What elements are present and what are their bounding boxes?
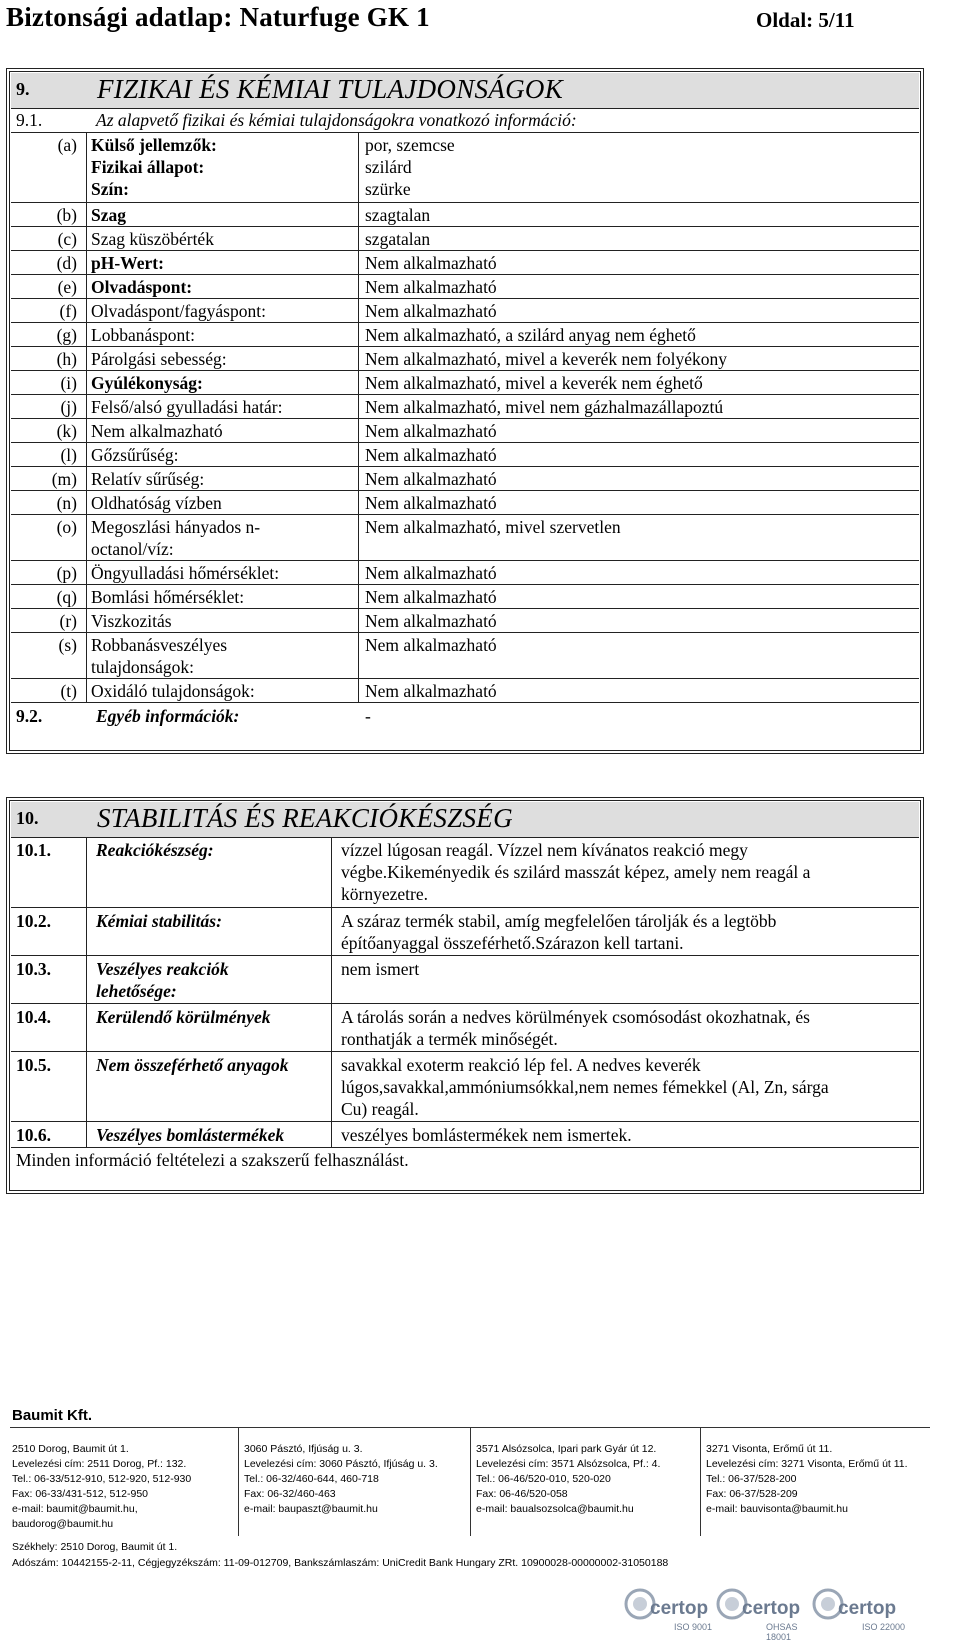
cert-logo (810, 1582, 910, 1638)
property-letter: (g) (56, 325, 77, 345)
footer-col-dorog (12, 1442, 191, 1532)
property-value (365, 610, 915, 632)
stability-number: 10.4. (16, 1007, 51, 1027)
footer-address-line: e-mail: baupaszt@baumit.hu (244, 1503, 378, 1515)
property-value-line: Nem alkalmazható (365, 445, 497, 465)
stability-label-line: Reakciókészség: (96, 840, 214, 860)
stability-label-line: Veszélyes reakciók (96, 959, 229, 979)
property-label-line: Olvadáspont: (91, 277, 193, 297)
property-label-line: Szín: (91, 179, 129, 199)
footer-address-line: e-mail: baumit@baumit.hu, (12, 1503, 138, 1515)
column-divider (86, 837, 87, 1147)
property-value (365, 444, 915, 466)
registered-seat: Székhely: 2510 Dorog, Baumit út 1. (12, 1541, 178, 1553)
stability-row (11, 955, 919, 1004)
property-label-line: Gőzsűrűség: (91, 445, 179, 465)
footer-address-line: e-mail: bauvisonta@baumit.hu (706, 1503, 848, 1515)
property-label-line: Szag küszöbérték (91, 229, 214, 249)
section-10-box (6, 797, 924, 1194)
stability-row (11, 837, 919, 907)
stability-label-line: Kerülendő körülmények (96, 1007, 271, 1027)
stability-label (96, 839, 326, 861)
property-row (11, 346, 919, 371)
footer-col-paszto (244, 1442, 438, 1517)
property-letter: (c) (57, 229, 77, 249)
property-value (365, 492, 915, 514)
property-value-line: Nem alkalmazható, mivel a keverék nem folyékony (365, 349, 728, 369)
property-value-line: szagtalan (365, 205, 431, 225)
property-label (91, 134, 361, 200)
footer-address-line: Levelezési cím: 3060 Pásztó, Ifjúság u. 3. (244, 1458, 438, 1470)
property-label-line: Oldhatóság vízben (91, 493, 222, 513)
property-row (11, 560, 919, 585)
stability-value-line: építőanyaggal összeférhető.Szárazon kell tartani. (341, 933, 684, 953)
stability-number: 10.6. (16, 1125, 51, 1145)
property-value (365, 586, 915, 608)
property-letter: (f) (59, 301, 77, 321)
tax-bank-info: Adószám: 10442155-2-11, Cégjegyzékszám: 11-09-012709, Bankszámlaszám: UniCredit Bank Hungary ZRt. 10900028-00000002-31050188 (12, 1557, 669, 1569)
property-row (11, 250, 919, 275)
property-letter: (k) (56, 421, 77, 441)
property-label-line: pH-Wert: (91, 253, 164, 273)
property-letter: (n) (56, 493, 77, 513)
stability-value (341, 1124, 911, 1146)
property-value-line: Nem alkalmazható (365, 587, 497, 607)
property-label (91, 492, 361, 514)
stability-value-line: savakkal exoterm reakció lép fel. A nedves keverék (341, 1055, 701, 1075)
general-note: Minden információ feltételezi a szakszerű felhasználást. (16, 1150, 409, 1170)
stability-value (341, 910, 911, 954)
subsection-number: 9.1. (16, 110, 43, 130)
property-label-line: Párolgási sebesség: (91, 349, 227, 369)
stability-value (341, 1054, 911, 1120)
property-row (11, 274, 919, 299)
property-label-line: Robbanásveszélyes (91, 635, 228, 655)
stability-value-line: nem ismert (341, 959, 420, 979)
stability-value-line: lúgos,savakkal,ammóniumsókkal,nem nemes fémekkel (Al, Zn, sárga (341, 1077, 829, 1097)
property-value-line: Nem alkalmazható (365, 421, 497, 441)
property-letter: (j) (60, 397, 77, 417)
footer-address-line: 3571 Alsózsolca, Ipari park Gyár út 12. (476, 1443, 657, 1455)
property-label-line: Nem alkalmazható (91, 421, 223, 441)
property-label-line: tulajdonságok: (91, 657, 195, 677)
stability-value-line: vízzel lúgosan reagál. Vízzel nem kívánatos reakció megy (341, 840, 748, 860)
property-label (91, 300, 361, 322)
property-row (11, 418, 919, 443)
section-10-title: STABILITÁS ÉS REAKCIÓKÉSZSÉG (97, 803, 513, 833)
stability-number: 10.1. (16, 840, 51, 860)
stability-row (11, 1121, 919, 1148)
footer-address-line: Tel.: 06-46/520-010, 520-020 (476, 1473, 611, 1485)
property-value (365, 372, 915, 394)
stability-label (96, 910, 326, 932)
property-value (365, 562, 915, 584)
property-row (11, 322, 919, 347)
property-value-line: Nem alkalmazható (365, 301, 497, 321)
property-value (365, 204, 915, 226)
stability-value (341, 1006, 911, 1050)
footer-col-alsozsolca (476, 1442, 660, 1517)
cert-standard: ISO 22000 (862, 1622, 906, 1632)
property-letter: (t) (60, 681, 77, 701)
footer-address-line: Levelezési cím: 3271 Visonta, Erőmű út 11. (706, 1458, 908, 1470)
property-value-line: Nem alkalmazható (365, 563, 497, 583)
property-row (11, 608, 919, 633)
property-row (11, 202, 919, 227)
property-value (365, 634, 915, 656)
footer-address-line: Fax: 06-37/528-209 (706, 1488, 798, 1500)
stability-label (96, 1006, 326, 1028)
property-letter: (d) (56, 253, 77, 273)
stability-number: 10.2. (16, 911, 51, 931)
footer-address-line: Levelezési cím: 2511 Dorog, Pf.: 132. (12, 1458, 187, 1470)
section-9-box (6, 68, 924, 754)
stability-value-line: végbe.Kikeményedik és szilárd masszát képez, amely nem reagál a (341, 862, 811, 882)
stability-value-line: A tárolás során a nedves körülmények csomósodást okozhatnak, és (341, 1007, 810, 1027)
note-row (11, 1147, 919, 1172)
footer-address-line: Fax: 06-33/431-512, 512-950 (12, 1488, 149, 1500)
property-value-line: Nem alkalmazható, mivel szervetlen (365, 517, 621, 537)
property-label-line: Viszkozitás (91, 611, 172, 631)
property-value (365, 252, 915, 274)
property-row (11, 298, 919, 323)
column-divider (86, 132, 87, 702)
property-value-line: Nem alkalmazható (365, 493, 497, 513)
property-label-line: octanol/víz: (91, 539, 174, 559)
property-value-line: Nem alkalmazható (365, 469, 497, 489)
property-value-line: Nem alkalmazható, mivel a keverék nem éghető (365, 373, 703, 393)
cert-logo (714, 1582, 814, 1642)
property-label (91, 396, 361, 418)
other-info-value: - (365, 706, 371, 726)
stability-value-line: veszélyes bomlástermékek nem ismertek. (341, 1125, 632, 1145)
cert-brand: certop (742, 1598, 801, 1619)
property-value (365, 468, 915, 490)
stability-label-line: lehetősége: (96, 981, 177, 1001)
property-label-line: Felső/alsó gyulladási határ: (91, 397, 283, 417)
section-9-header (11, 73, 919, 109)
property-label (91, 610, 361, 632)
footer-address-line: Tel.: 06-37/528-200 (706, 1473, 797, 1485)
property-label-line: Fizikai állapot: (91, 157, 205, 177)
property-row (11, 226, 919, 251)
stability-row (11, 1003, 919, 1052)
stability-row (11, 1051, 919, 1122)
stability-label-line: Kémiai stabilitás: (96, 911, 222, 931)
document-title: Biztonsági adatlap: Naturfuge GK 1 (6, 2, 430, 32)
property-letter: (p) (56, 563, 77, 583)
footer-separator (238, 1428, 239, 1536)
property-row (11, 678, 919, 703)
cert-brand: certop (650, 1598, 709, 1619)
property-value (365, 300, 915, 322)
property-label (91, 680, 361, 702)
footer-address-line: Tel.: 06-33/512-910, 512-920, 512-930 (12, 1473, 192, 1485)
property-label (91, 444, 361, 466)
section-9-subheader-row (11, 108, 919, 132)
property-value (365, 134, 915, 200)
stability-number: 10.3. (16, 959, 51, 979)
property-value (365, 276, 915, 298)
property-value-line: Nem alkalmazható (365, 611, 497, 631)
property-label-line: Megoszlási hányados n- (91, 517, 261, 537)
property-letter: (l) (60, 445, 77, 465)
property-row (11, 394, 919, 419)
property-label (91, 468, 361, 490)
property-value (365, 324, 915, 346)
property-label (91, 634, 361, 678)
property-label-line: Külső jellemzők: (91, 135, 217, 155)
column-divider (331, 837, 332, 1147)
stability-number: 10.5. (16, 1055, 51, 1075)
property-value-line: szilárd (365, 157, 412, 177)
property-value-line: Nem alkalmazható (365, 681, 497, 701)
property-letter: (m) (51, 469, 77, 489)
footer-address-line: 2510 Dorog, Baumit út 1. (12, 1443, 129, 1455)
property-label-line: Lobbanáspont: (91, 325, 196, 345)
property-value-line: Nem alkalmazható (365, 253, 497, 273)
footer-col-visonta (706, 1442, 908, 1517)
other-info-label: Egyéb információk: (96, 706, 240, 726)
stability-value (341, 958, 911, 980)
property-letter: (s) (58, 635, 77, 655)
property-row (11, 370, 919, 395)
property-letter: (h) (56, 349, 77, 369)
property-label-line: Gyúlékonyság: (91, 373, 203, 393)
property-value (365, 516, 915, 538)
property-label (91, 348, 361, 370)
property-letter: (o) (56, 517, 77, 537)
property-label-line: Szag (91, 205, 126, 225)
footer-separator (470, 1428, 471, 1536)
property-label (91, 372, 361, 394)
property-letter: (b) (56, 205, 77, 225)
property-label (91, 204, 361, 226)
property-value-line: Nem alkalmazható, mivel nem gázhalmazállapoztú (365, 397, 724, 417)
property-label-line: Öngyulladási hőmérséklet: (91, 563, 280, 583)
stability-label (96, 958, 326, 1002)
property-value-line: Nem alkalmazható, a szilárd anyag nem éghető (365, 325, 696, 345)
page-number: Oldal: 5/11 (756, 8, 855, 32)
cert-brand: certop (838, 1598, 897, 1619)
stability-value-line: Cu) reagál. (341, 1099, 419, 1119)
property-label (91, 586, 361, 608)
section-10-number: 10. (16, 808, 39, 828)
stability-label (96, 1124, 326, 1146)
property-label-line: Bomlási hőmérséklet: (91, 587, 245, 607)
footer-address-line: Fax: 06-46/520-058 (476, 1488, 568, 1500)
stability-row (11, 907, 919, 956)
property-letter: (r) (59, 611, 77, 631)
property-label (91, 562, 361, 584)
section-9-number: 9. (16, 79, 30, 99)
property-letter: (q) (56, 587, 77, 607)
property-label (91, 276, 361, 298)
stability-label-line: Nem összeférhető anyagok (96, 1055, 289, 1075)
property-value (365, 420, 915, 442)
footer-address-line: Fax: 06-32/460-463 (244, 1488, 336, 1500)
stability-value-line: ronthatják a termék minőségét. (341, 1029, 558, 1049)
footer-address-line: baudorog@baumit.hu (12, 1518, 114, 1530)
property-label (91, 252, 361, 274)
section-9-title: FIZIKAI ÉS KÉMIAI TULAJDONSÁGOK (97, 74, 564, 104)
cert-logo (622, 1582, 722, 1638)
property-letter: (i) (60, 373, 77, 393)
property-row (11, 442, 919, 467)
property-letter: (e) (57, 277, 77, 297)
stability-value-line: A száraz termék stabil, amíg megfelelően tárolják és a legtöbb (341, 911, 777, 931)
property-label-line: Relatív sűrűség: (91, 469, 205, 489)
footer-address-line: Levelezési cím: 3571 Alsózsolca, Pf.: 4. (476, 1458, 661, 1470)
subsection-title: Az alapvető fizikai és kémiai tulajdonságokra vonatkozó információ: (96, 110, 577, 130)
company-name: Baumit Kft. (12, 1407, 92, 1424)
property-letter: (a) (57, 135, 77, 155)
property-row (11, 514, 919, 561)
property-label-line: Olvadáspont/fagyáspont: (91, 301, 266, 321)
stability-value (341, 839, 911, 905)
property-row (11, 466, 919, 491)
stability-label (96, 1054, 326, 1076)
section-10-header (11, 802, 919, 838)
footer-address-line: e-mail: baualsozsolca@baumit.hu (476, 1503, 634, 1515)
property-value (365, 228, 915, 250)
property-value-line: szgatalan (365, 229, 431, 249)
cert-standard: OHSAS 18001 (766, 1622, 798, 1642)
footer-separator (700, 1428, 701, 1536)
stability-label-line: Veszélyes bomlástermékek (96, 1125, 285, 1145)
property-label (91, 420, 361, 442)
property-value-line: por, szemcse (365, 135, 455, 155)
property-label-line: Oxidáló tulajdonságok: (91, 681, 255, 701)
property-label (91, 516, 361, 560)
property-value-line: szürke (365, 179, 411, 199)
cert-standard: ISO 9001 (674, 1622, 713, 1632)
property-value (365, 348, 915, 370)
section-10-rows (11, 837, 919, 1189)
property-value-line: Nem alkalmazható (365, 277, 497, 297)
property-label (91, 228, 361, 250)
property-value (365, 680, 915, 702)
other-info-number: 9.2. (16, 706, 43, 726)
footer-address-line: Tel.: 06-32/460-644, 460-718 (244, 1473, 379, 1485)
property-row (11, 490, 919, 515)
property-row (11, 632, 919, 679)
other-info-row (11, 702, 919, 729)
footer-address-line: 3271 Visonta, Erőmű út 11. (706, 1443, 833, 1455)
property-row (11, 584, 919, 609)
column-divider (358, 132, 359, 702)
property-value-line: Nem alkalmazható (365, 635, 497, 655)
property-row (11, 132, 919, 203)
property-label (91, 324, 361, 346)
stability-value-line: környezetre. (341, 884, 428, 904)
property-value (365, 396, 915, 418)
section-9-rows (11, 108, 919, 749)
footer-address-line: 3060 Pásztó, Ifjúság u. 3. (244, 1443, 363, 1455)
